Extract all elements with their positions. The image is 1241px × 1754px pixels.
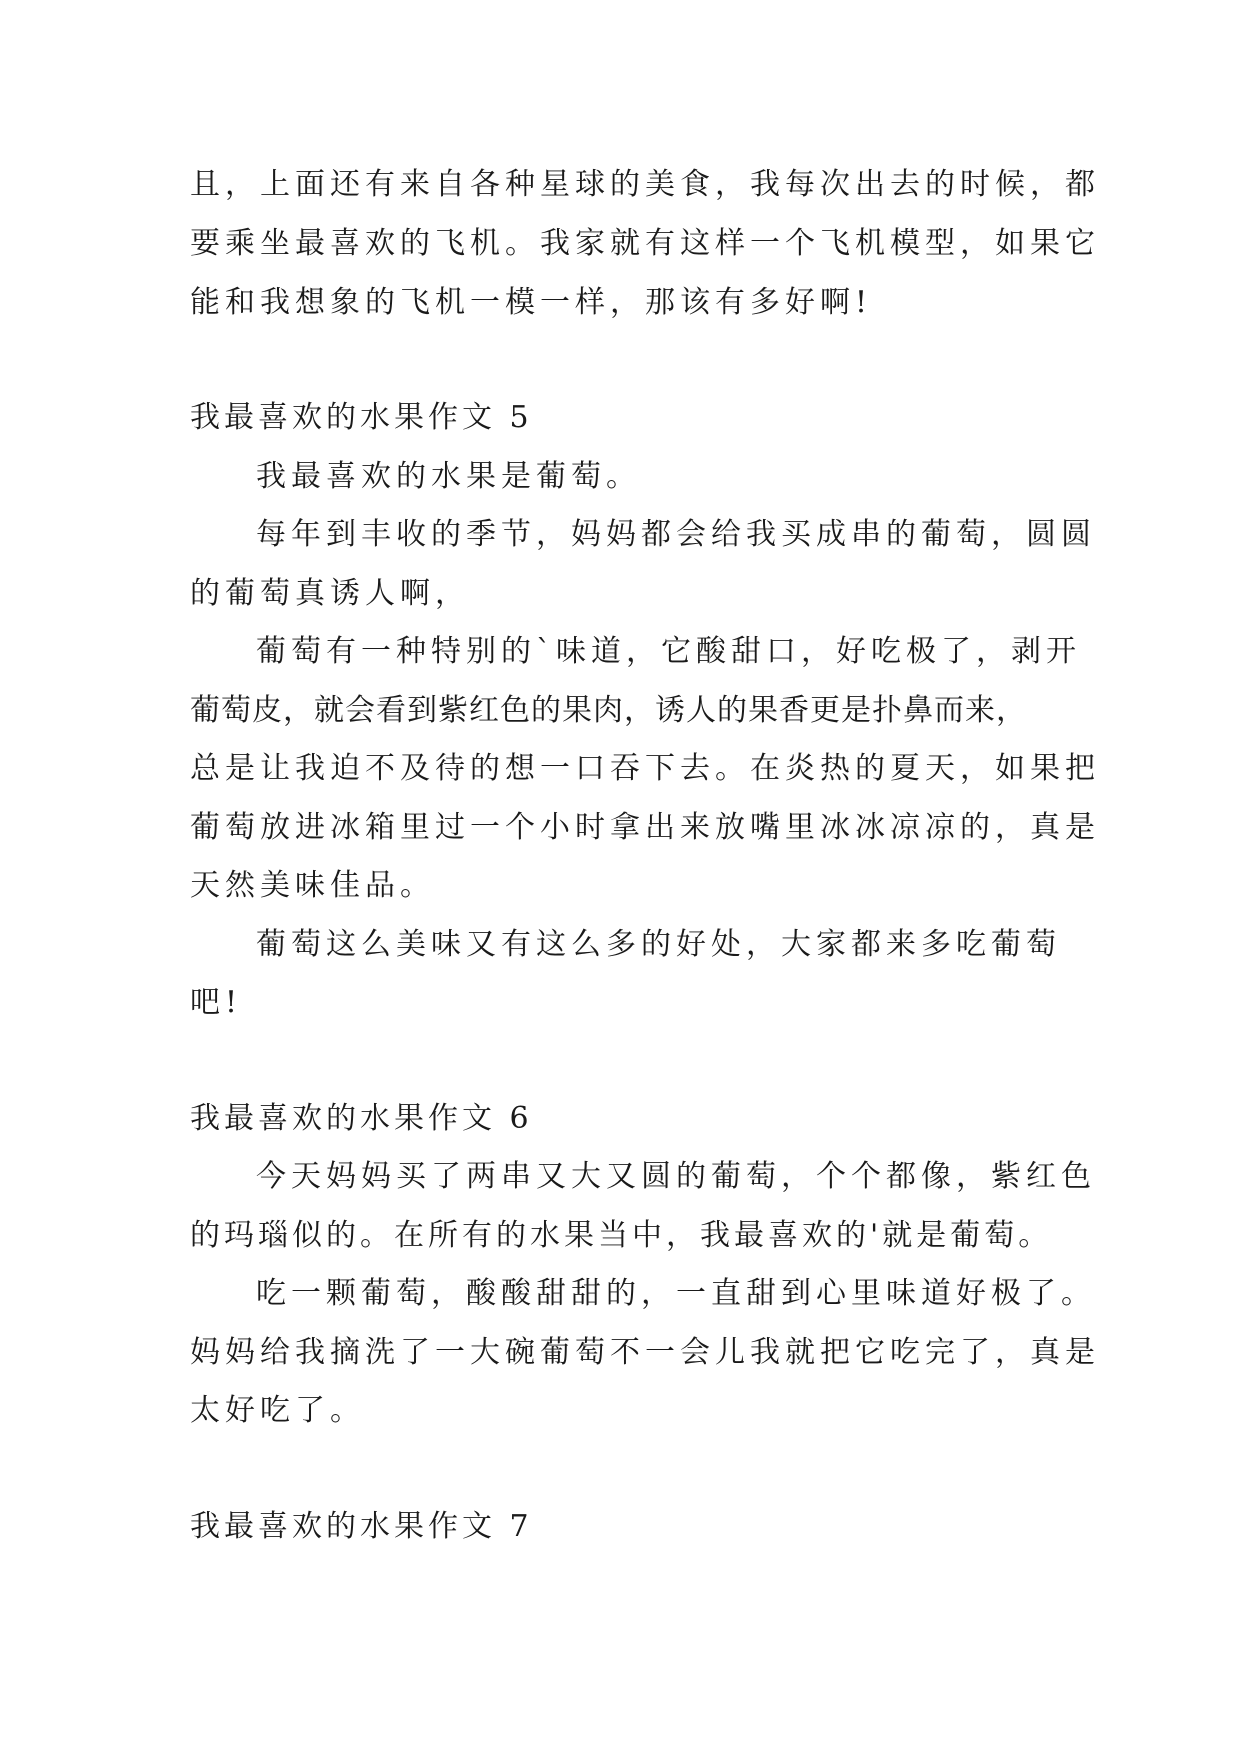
- text-line: 能和我想象的飞机一模一样，那该有多好啊!: [190, 285, 873, 320]
- text-line: 葡萄放进冰箱里过一个小时拿出来放嘴里冰冰凉凉的，真是: [190, 810, 1100, 845]
- text-line: 天然美味佳品。: [190, 868, 435, 903]
- text-line: 葡萄有一种特别的`味道，它酸甜口，好吃极了，剥开: [256, 634, 1081, 669]
- text-line: 的玛瑙似的。在所有的水果当中，我最喜欢的'就是葡萄。: [190, 1218, 1053, 1253]
- text-line: 我最喜欢的水果是葡萄。: [256, 459, 641, 494]
- text-line: 要乘坐最喜欢的飞机。我家就有这样一个飞机模型，如果它: [190, 226, 1100, 261]
- text-line: 妈妈给我摘洗了一大碗葡萄不一会儿我就把它吃完了，真是: [190, 1335, 1100, 1370]
- text-line: 吧!: [190, 985, 243, 1020]
- text-line: 且，上面还有来自各种星球的美食，我每次出去的时候，都: [190, 167, 1100, 202]
- text-line: 总是让我迫不及待的想一口吞下去。在炎热的夏天，如果把: [190, 751, 1100, 786]
- text-line: 的葡萄真诱人啊，: [190, 576, 470, 611]
- text-line: 吃一颗葡萄，酸酸甜甜的，一直甜到心里味道好极了。: [256, 1276, 1096, 1311]
- essay-7-title: 我最喜欢的水果作文 7: [190, 1509, 533, 1544]
- text-line: 每年到丰收的季节，妈妈都会给我买成串的葡萄，圆圆: [256, 517, 1096, 552]
- text-line: 今天妈妈买了两串又大又圆的葡萄，个个都像，紫红色: [256, 1159, 1096, 1194]
- essay-5-title: 我最喜欢的水果作文 5: [190, 400, 533, 435]
- text-line: 葡萄皮，就会看到紫红色的果肉，诱人的果香更是扑鼻而来，: [190, 693, 1027, 728]
- text-line: 太好吃了。: [190, 1393, 365, 1428]
- essay-6-title: 我最喜欢的水果作文 6: [190, 1101, 533, 1136]
- text-line: 葡萄这么美味又有这么多的好处，大家都来多吃葡萄: [256, 927, 1061, 962]
